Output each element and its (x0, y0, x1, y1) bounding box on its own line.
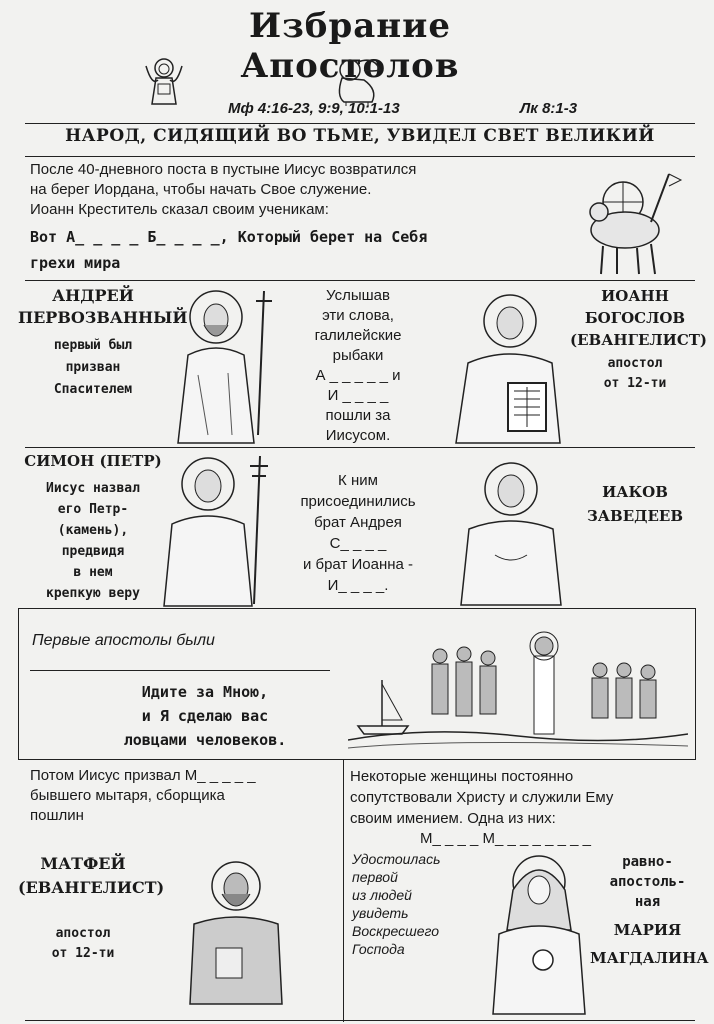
desc-line: апостол (607, 356, 663, 371)
john-quote (30, 224, 427, 276)
name-line: МАГДАЛИНА (590, 949, 709, 967)
desc-line: от 12-ти (603, 376, 667, 391)
desc-line: в нем (73, 565, 113, 580)
apostle-name-james (575, 480, 695, 528)
divider (25, 1020, 695, 1021)
name-line: ИАКОВ (602, 483, 668, 501)
women-followers-text (350, 766, 613, 829)
apostle-name-matthew (18, 852, 165, 900)
saint-andrew-icon (168, 285, 278, 445)
saint-mary-magdalene-icon (485, 850, 595, 1016)
saint-peter-icon (158, 452, 278, 607)
scripture-ref-luke: Лк 8:1-3 (520, 100, 578, 117)
name-line: МАРИЯ (613, 921, 682, 939)
name-line: ИОАНН (601, 287, 669, 305)
text-line: Воскресшего (352, 923, 440, 939)
mid-line: К ним (338, 472, 378, 489)
text-line: Удостоилась (352, 851, 441, 867)
text-line: первой (352, 869, 398, 885)
scripture-ref-matthew: Мф 4:16-23, 9:9, 10:1-13 (228, 100, 400, 117)
name-line: МАТФЕЙ (40, 854, 126, 873)
divider (25, 156, 695, 157)
text-line: увидеть (352, 905, 409, 921)
mid-line: пошли за (325, 407, 391, 424)
name-line: ЗАВЕДЕЕВ (586, 507, 684, 525)
name-line: АНДРЕЙ (52, 286, 134, 305)
row1-middle-text (283, 286, 433, 446)
mid-line: эти слова, (322, 307, 394, 324)
divider (25, 123, 695, 124)
text-line: апостоль- (609, 874, 686, 890)
fill-in-blank: И _ _ _ _ (327, 387, 389, 404)
desc-line: первый был (53, 338, 133, 353)
intro-text (30, 160, 416, 220)
mid-line: Иисусом. (325, 427, 391, 444)
first-apostles-label: Первые апостолы были (32, 632, 215, 649)
matthew-description (18, 924, 148, 964)
fill-in-blank: И_ _ _ _. (327, 577, 389, 594)
desc-line: его Петр- (57, 502, 129, 517)
name-line: БОГОСЛОВ (584, 309, 686, 327)
text-line: Потом Иисус призвал М_ _ _ _ _ (30, 767, 256, 784)
text-line: из людей (352, 887, 412, 903)
saint-john-icon (448, 287, 568, 445)
calling-of-apostles-illustration (348, 630, 688, 755)
apostle-name-peter: СИМОН (ПЕТР) (24, 452, 162, 470)
fill-in-blank: А _ _ _ _ _ и (315, 367, 401, 384)
desc-line: крепкую веру (46, 586, 140, 601)
mid-line: галилейские (314, 327, 402, 344)
text-line: своим имением. Одна из них: (350, 810, 556, 827)
divider (25, 280, 695, 281)
equal-to-apostles-label (590, 852, 705, 912)
mid-line: присоединились (300, 493, 416, 510)
winged-lion-icon (328, 56, 388, 106)
saint-matthew-icon (186, 856, 286, 1006)
answer-line (30, 670, 330, 671)
quote-line: и Я сделаю вас (141, 707, 269, 725)
fill-in-blank: С_ _ _ _ (329, 535, 387, 552)
mid-line: и брат Иоанна - (302, 556, 414, 573)
quote-line: ловцами человеков. (123, 731, 287, 749)
desc-line: Иисус назвал (46, 481, 140, 496)
desc-line: (камень), (57, 523, 129, 538)
intro-line: на берег Иордана, чтобы начать Свое служение. (30, 181, 372, 198)
magdalene-description (352, 850, 440, 958)
divider (25, 447, 695, 448)
christ-quote (90, 680, 320, 752)
john-description (570, 354, 700, 394)
text-line: бывшего мытаря, сборщика (30, 787, 225, 804)
quote-line: грехи мира (30, 254, 121, 272)
saint-james-icon (455, 455, 575, 607)
page-title: Избрание Апостолов (240, 6, 460, 86)
column-divider (343, 760, 344, 1022)
text-line: сопутствовали Христу и служили Ему (350, 789, 614, 806)
saint-name-mary-magdalene (590, 916, 709, 972)
andrew-description (18, 335, 168, 401)
quote-line: Вот А_ _ _ _ Б_ _ _ _, Который берет на Себя (30, 228, 428, 246)
desc-line: предвидя (61, 544, 125, 559)
desc-line: призван (65, 360, 121, 375)
name-line: (ЕВАНГЕЛИСТ) (570, 331, 708, 349)
apostle-name-andrew (18, 285, 188, 329)
intro-line: Иоанн Креститель сказал своим ученикам: (30, 201, 329, 218)
desc-line: Спасителем (53, 382, 133, 397)
lamb-of-god-icon (565, 162, 685, 282)
text-line: равно- (622, 854, 673, 870)
matthew-intro (30, 766, 256, 826)
intro-line: После 40-дневного поста в пустыне Иисус возвратился (30, 161, 417, 178)
mid-line: брат Андрея (314, 514, 402, 531)
fill-in-blank: М_ _ _ _ М_ _ _ _ _ _ _ _ (420, 830, 591, 847)
angel-icon (142, 56, 186, 106)
desc-line: апостол (55, 926, 111, 941)
text-line: Господа (352, 941, 405, 957)
name-line: (ЕВАНГЕЛИСТ) (18, 878, 165, 897)
mid-line: рыбаки (332, 347, 384, 364)
text-line: ная (634, 894, 661, 910)
mid-line: Услышав (326, 287, 390, 304)
quote-line: Идите за Мною, (141, 683, 269, 701)
peter-description (18, 478, 168, 604)
name-line: ПЕРВОЗВАННЫЙ (18, 308, 188, 327)
apostle-name-john (570, 285, 708, 351)
text-line: пошлин (30, 807, 84, 824)
banner-heading: НАРОД, СИДЯЩИЙ ВО ТЬМЕ, УВИДЕЛ СВЕТ ВЕЛИКИЙ (65, 126, 655, 146)
text-line: Некоторые женщины постоянно (350, 768, 574, 785)
desc-line: от 12-ти (51, 946, 115, 961)
row2-middle-text (278, 470, 438, 596)
